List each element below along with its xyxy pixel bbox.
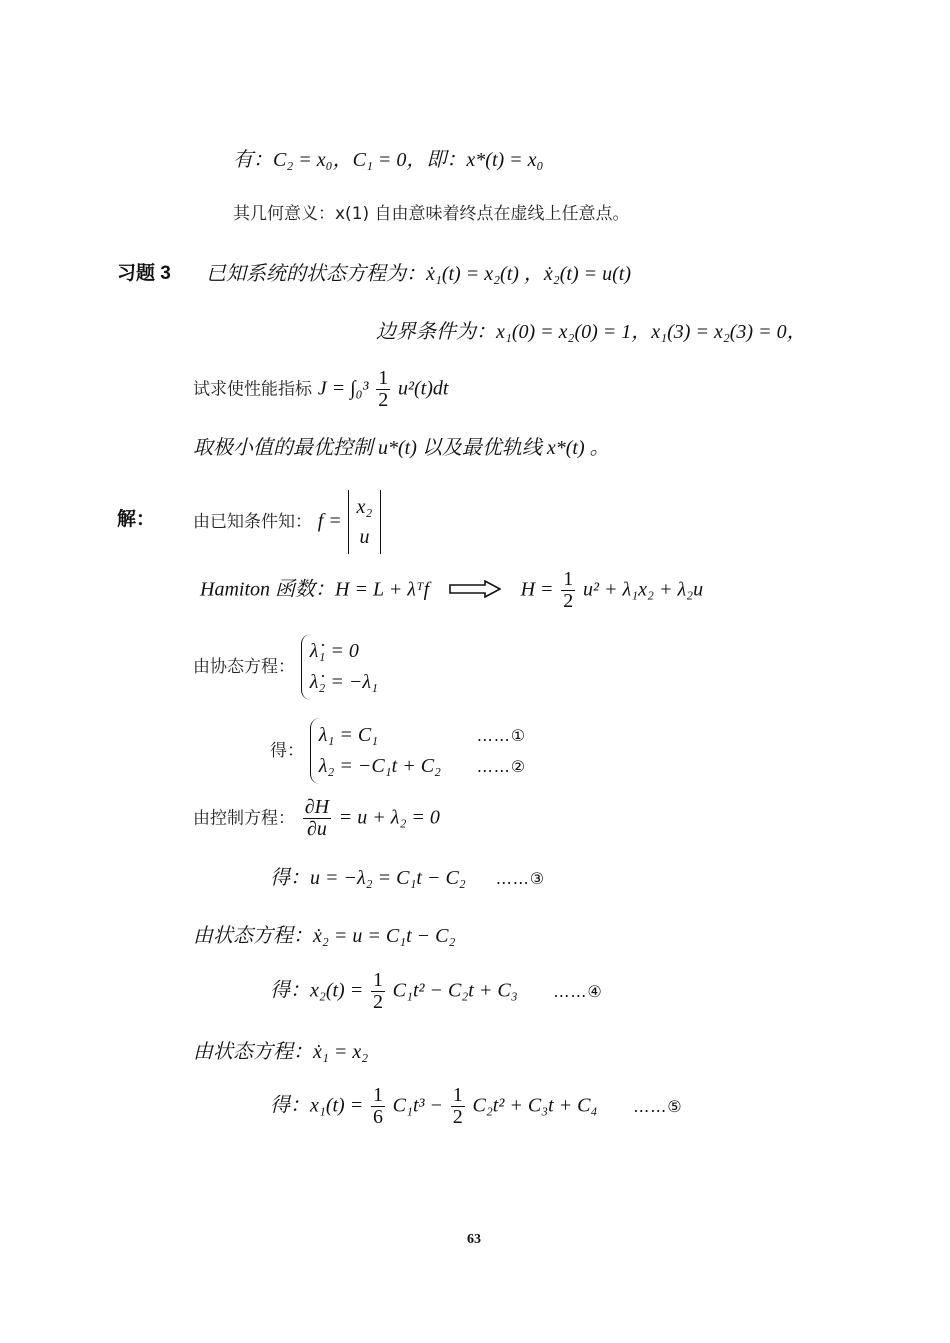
fraction-numerator: 1 (563, 568, 574, 590)
x1-solution-fraction-2 (451, 1085, 465, 1128)
line-control-equation (193, 797, 440, 840)
performance-index-lhs: J = ∫₀³ (317, 377, 369, 400)
vector-entry: u (359, 526, 370, 548)
line-costate-solution (270, 718, 526, 784)
f-vector-matrix (348, 490, 382, 554)
fraction-denominator: 2 (372, 991, 383, 1013)
line-costate-equations (193, 634, 378, 700)
costate-eq-1: λ̇₁ = 0 (309, 640, 359, 662)
costate-solution-1 (319, 720, 526, 751)
line-boundary-conditions: 边界条件为：x₁(0) = x₂(0) = 1，x₁(3) = x₂(3) = 0， (376, 321, 807, 343)
x2-solution-rhs: C₁t² − C₂t + C₃ (392, 979, 518, 1002)
line-optimal-control-request: 取极小值的最优控制 u*(t) 以及最优轨线 x*(t) 。 (193, 437, 610, 459)
equation-marker-1: ……① (476, 726, 527, 745)
line-performance-index (193, 368, 448, 411)
line-x2-solution (270, 970, 603, 1013)
costate-system (301, 634, 378, 700)
solution-heading: 解： (117, 509, 156, 530)
x1-solution-lhs: 得：x₁(t) = (270, 1094, 364, 1117)
costate-solution-2 (319, 751, 526, 782)
costate-eq-2: λ̇₂ = −λ₁ (309, 671, 378, 693)
control-solution: 得：u = −λ₂ = C₁t − C₂ (270, 867, 466, 889)
exercise-heading: 习题 3 (117, 263, 171, 284)
costate-text: 由协态方程： (193, 657, 295, 677)
partial-derivative-fraction (303, 797, 331, 840)
fraction-denominator: 6 (372, 1106, 383, 1128)
x1-solution-middle: C₁t³ − (392, 1094, 444, 1117)
fraction-numerator: 1 (372, 969, 383, 991)
equation-marker-5: ……⑤ (633, 1096, 683, 1116)
x2-solution-lhs: 得：x₂(t) = (270, 979, 364, 1002)
equation-marker-3: ……③ (495, 869, 546, 888)
line-hamiltonian (200, 569, 703, 612)
hamiltonian-rhs: u² + λ₁x₂ + λ₂u (583, 578, 704, 601)
line-state-equation-1: 由状态方程：ẋ₁ = x₂ (193, 1041, 369, 1063)
x1-solution-fraction-1 (371, 1085, 385, 1128)
x2-solution-fraction (371, 970, 385, 1013)
hamiltonian-lhs: H = (520, 578, 554, 601)
performance-index-rhs: u²(t)dt (398, 377, 449, 400)
line-geometric-meaning: 其几何意义：x(1) 自由意味着终点在虚线上任意点。 (233, 204, 630, 224)
costate-solution-system (310, 718, 526, 784)
fraction-denominator: 2 (378, 389, 389, 411)
fraction-numerator: ∂H (304, 796, 330, 818)
fraction-denominator: ∂u (306, 818, 327, 840)
line-state-equations: 已知系统的状态方程为：ẋ₁(t) = x₂(t) ，ẋ₂(t) = u(t) (206, 263, 631, 285)
equation: λ₁ = C₁ (318, 724, 379, 746)
equation-marker-4: ……④ (553, 981, 603, 1001)
line-state-equation-2: 由状态方程：ẋ₂ = u = C₁t − C₂ (193, 925, 456, 947)
implies-arrow-icon (449, 580, 501, 602)
performance-index-fraction (376, 368, 390, 411)
control-equation-rhs: = u + λ₂ = 0 (338, 806, 440, 829)
fraction-numerator: 1 (452, 1084, 463, 1106)
fraction-denominator: 2 (452, 1106, 463, 1128)
performance-index-text: 试求使性能指标 (193, 379, 312, 400)
line-x1-solution (270, 1085, 683, 1128)
line-f-vector (193, 490, 381, 554)
equation-marker-2: ……② (476, 757, 527, 776)
fraction-numerator: 1 (372, 1084, 383, 1106)
vector-entry: x₂ (356, 496, 373, 518)
f-vector-lhs: f = (317, 510, 342, 532)
hamiltonian-definition: Hamiton 函数：H = L + λᵀf (200, 578, 430, 601)
fraction-denominator: 2 (563, 590, 574, 612)
line-control-solution (270, 868, 545, 888)
fraction-numerator: 1 (378, 367, 389, 389)
x1-solution-rhs: C₂t² + C₃t + C₄ (472, 1094, 598, 1117)
hamiltonian-fraction (561, 569, 575, 612)
page-number: 63 (467, 1232, 481, 1247)
costate-solution-text: 得： (270, 741, 304, 761)
control-equation-text: 由控制方程： (193, 808, 295, 829)
equation: λ₂ = −C₁t + C₂ (318, 755, 441, 777)
f-vector-text: 由已知条件知： (193, 512, 312, 532)
line-result-constants: 有：C₂ = x₀，C₁ = 0，即：x*(t) = x₀ (233, 149, 544, 171)
